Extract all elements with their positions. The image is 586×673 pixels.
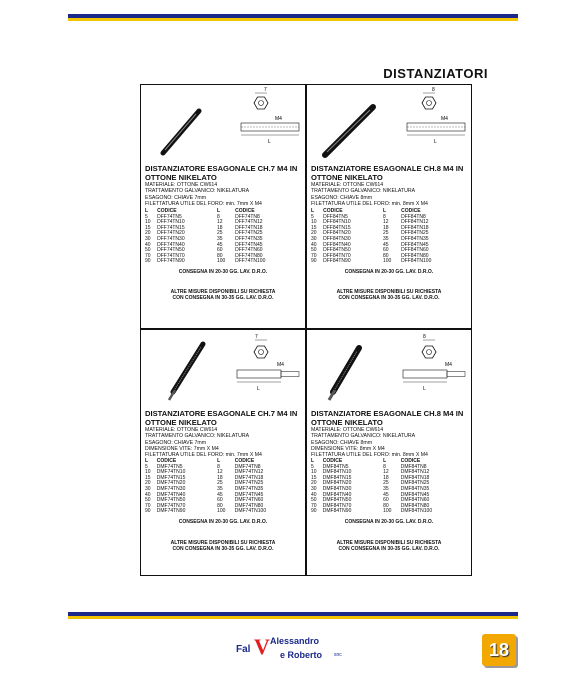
hex-end-view bbox=[422, 340, 436, 358]
cell-length: 35 bbox=[383, 485, 389, 492]
cell-code: DFF74TN8 bbox=[235, 213, 260, 220]
cell-length: 60 bbox=[216, 247, 223, 254]
other-sizes-line: ALTRE MISURE DISPONIBILI SU RICHIESTA bbox=[170, 540, 276, 546]
cell-length: 90 bbox=[311, 508, 317, 515]
product-card-ff-ch7 bbox=[141, 85, 305, 328]
delivery-note: CONSEGNA IN 20-30 GG. LAV. D.R.O. bbox=[178, 519, 268, 525]
spec-line: FILETTATURA UTILE DEL FORO: min. 7mm X M4 bbox=[145, 200, 262, 207]
product-specs bbox=[311, 427, 469, 458]
cell-length: 20 bbox=[145, 230, 151, 237]
cell-code: DFF84TN35 bbox=[401, 235, 429, 242]
footer-rule-yellow bbox=[68, 616, 518, 619]
spacer-male-female-drawing bbox=[307, 330, 471, 412]
dim-ch-label: 8 bbox=[432, 87, 435, 93]
product-card-mf-ch8 bbox=[307, 330, 471, 573]
product-specs bbox=[145, 427, 303, 458]
cell-code: DMF84TN18 bbox=[400, 474, 430, 481]
cell-length: 30 bbox=[311, 235, 317, 242]
cell-length: 35 bbox=[217, 485, 223, 492]
cell-length: 15 bbox=[311, 224, 317, 231]
cell-code: DFF74TN50 bbox=[157, 247, 185, 254]
spacer-female-female-drawing bbox=[141, 85, 305, 167]
spec-line: DIMENSIONE VITE: 8mm X M4 bbox=[311, 445, 385, 452]
cell-code: DFF84TN30 bbox=[323, 235, 351, 242]
cell-length: 15 bbox=[311, 474, 317, 481]
cell-length: 60 bbox=[217, 497, 223, 504]
other-sizes-line: ALTRE MISURE DISPONIBILI SU RICHIESTA bbox=[336, 289, 442, 295]
delivery-note: CONSEGNA IN 20-30 GG. LAV. D.R.O. bbox=[344, 519, 434, 525]
cell-code: DFF84TN20 bbox=[323, 230, 351, 237]
code-table bbox=[145, 459, 301, 515]
cell-length: 100 bbox=[382, 258, 392, 265]
cell-length: 15 bbox=[145, 224, 151, 231]
cell-length: 5 bbox=[145, 213, 148, 220]
cell-length: 12 bbox=[383, 469, 389, 476]
cell-code: DMF74TN18 bbox=[234, 474, 264, 481]
other-sizes-note bbox=[145, 540, 301, 552]
cell-length: 40 bbox=[145, 491, 151, 498]
spec-line: TRATTAMENTO GALVANICO: NIKELATURA bbox=[311, 188, 416, 195]
logo-fal-text: Fal bbox=[236, 644, 251, 655]
cell-length: 35 bbox=[216, 235, 223, 242]
cell-length: 40 bbox=[145, 241, 151, 248]
col-header: L bbox=[216, 208, 220, 214]
cell-code: DFF74TN100 bbox=[235, 258, 266, 265]
cell-code: DMF74TN80 bbox=[234, 502, 264, 509]
cell-length: 8 bbox=[382, 213, 386, 220]
cell-code: DFF84TN8 bbox=[401, 213, 426, 220]
cell-length: 60 bbox=[383, 497, 389, 504]
product-title: DISTANZIATORE ESAGONALE CH.7 M4 IN OTTONE NIKELATO bbox=[145, 164, 298, 182]
dim-ch-label: 8 bbox=[423, 334, 426, 340]
company-logo bbox=[236, 632, 356, 668]
cell-code: DFF84TN70 bbox=[323, 252, 351, 259]
product-specs bbox=[311, 182, 469, 207]
spacer-photo bbox=[329, 348, 359, 400]
product-grid bbox=[140, 84, 472, 576]
table-row bbox=[311, 509, 467, 515]
cell-length: 45 bbox=[382, 241, 389, 248]
cell-code: DMF74TN100 bbox=[234, 508, 267, 515]
side-view bbox=[403, 370, 465, 382]
cell-length: 100 bbox=[217, 508, 226, 515]
cell-length: 80 bbox=[216, 252, 223, 259]
dim-ch-label: 7 bbox=[264, 87, 267, 93]
col-header: L bbox=[382, 208, 386, 214]
cell-code: DFF84TN50 bbox=[323, 247, 351, 254]
table-row bbox=[145, 509, 301, 515]
cell-length: 70 bbox=[145, 252, 151, 259]
other-sizes-line: CON CONSEGNA IN 30-35 GG. LAV. D.R.O. bbox=[338, 295, 440, 301]
spec-line: TRATTAMENTO GALVANICO: NIKELATURA bbox=[145, 433, 250, 440]
cell-code: DFF84TN5 bbox=[323, 213, 348, 220]
cell-code: DMF84TN90 bbox=[322, 508, 352, 515]
product-title: DISTANZIATORE ESAGONALE CH.7 M4 IN OTTONE NIKELATO bbox=[145, 409, 298, 427]
cell-code: DMF84TN100 bbox=[400, 508, 433, 515]
cell-code: DFF74TN25 bbox=[235, 230, 263, 237]
spec-line: ESAGONO: CHIAVE 7mm bbox=[145, 439, 207, 446]
spec-line: MATERIALE: OTTONE CW614 bbox=[145, 427, 218, 433]
dim-length-label: L bbox=[423, 386, 426, 392]
cell-code: DMF74TN45 bbox=[234, 491, 264, 498]
hex-end-view bbox=[254, 340, 268, 358]
col-header: CODICE bbox=[157, 208, 177, 214]
cell-code: DMF74TN35 bbox=[234, 485, 264, 492]
hex-end-view bbox=[254, 93, 268, 109]
cell-code: DFF74TN30 bbox=[157, 235, 185, 242]
cell-length: 5 bbox=[145, 463, 148, 470]
spacer-photo bbox=[169, 344, 203, 400]
cell-code: DFF84TN18 bbox=[401, 224, 429, 231]
col-header: L bbox=[145, 458, 149, 464]
other-sizes-line: CON CONSEGNA IN 30-35 GG. LAV. D.R.O. bbox=[172, 546, 274, 552]
cell-length: 40 bbox=[311, 491, 317, 498]
logo-suffix-text: snc bbox=[334, 652, 342, 658]
cell-length: 90 bbox=[145, 258, 151, 265]
col-header: L bbox=[311, 458, 315, 464]
cell-length: 40 bbox=[311, 241, 317, 248]
cell-code: DMF74TN8 bbox=[234, 463, 261, 470]
page-title: DISTANZIATORI bbox=[383, 66, 488, 81]
cell-code: DMF84TN15 bbox=[322, 474, 352, 481]
other-sizes-note bbox=[145, 289, 301, 301]
cell-code: DFF84TN12 bbox=[401, 219, 429, 226]
code-table bbox=[311, 459, 467, 515]
cell-length: 15 bbox=[145, 474, 151, 481]
cell-length: 20 bbox=[145, 480, 151, 487]
spec-line: MATERIALE: OTTONE CW614 bbox=[145, 182, 218, 188]
cell-code: DMF74TN60 bbox=[234, 497, 264, 504]
other-sizes-line: ALTRE MISURE DISPONIBILI SU RICHIESTA bbox=[336, 540, 442, 546]
cell-length: 80 bbox=[217, 502, 223, 509]
cell-length: 30 bbox=[145, 235, 151, 242]
table-row bbox=[311, 259, 467, 265]
cell-code: DMF84TN80 bbox=[400, 502, 430, 509]
spec-line: ESAGONO: CHIAVE 8mm bbox=[311, 439, 373, 446]
cell-code: DMF84TN8 bbox=[400, 463, 427, 470]
dim-ch-label: 7 bbox=[255, 334, 258, 340]
page-number: 18 bbox=[488, 640, 510, 660]
col-header: L bbox=[383, 458, 387, 464]
side-view bbox=[241, 123, 299, 135]
cell-length: 45 bbox=[383, 491, 389, 498]
cell-length: 70 bbox=[311, 502, 317, 509]
col-header: L bbox=[311, 208, 315, 214]
cell-code: DFF74TN20 bbox=[157, 230, 185, 237]
delivery-note: CONSEGNA IN 20-30 GG. LAV. D.R.O. bbox=[178, 269, 268, 275]
cell-length: 50 bbox=[145, 497, 151, 504]
spacer-male-female-drawing bbox=[141, 330, 305, 412]
col-header: CODICE bbox=[401, 208, 421, 214]
cell-code: DMF84TN45 bbox=[400, 491, 430, 498]
page-number-badge bbox=[482, 634, 516, 666]
cell-code: DMF84TN70 bbox=[322, 502, 352, 509]
cell-code: DFF74TN60 bbox=[235, 247, 263, 254]
cell-code: DFF74TN90 bbox=[157, 258, 185, 265]
cell-length: 80 bbox=[383, 502, 389, 509]
cell-code: DMF84TN60 bbox=[400, 497, 430, 504]
spacer-photo bbox=[163, 111, 199, 153]
product-title: DISTANZIATORE ESAGONALE CH.8 M4 IN OTTONE NIKELATO bbox=[311, 164, 464, 182]
spec-line: MATERIALE: OTTONE CW614 bbox=[311, 182, 384, 188]
cell-code: DMF74TN12 bbox=[234, 469, 264, 476]
cell-length: 90 bbox=[311, 258, 317, 265]
table-row bbox=[145, 259, 301, 265]
cell-length: 70 bbox=[145, 502, 151, 509]
spec-line: ESAGONO: CHIAVE 8mm bbox=[311, 194, 373, 201]
cell-length: 25 bbox=[216, 230, 223, 237]
cell-code: DFF74TN45 bbox=[235, 241, 263, 248]
cell-code: DMF84TN25 bbox=[400, 480, 430, 487]
cell-length: 20 bbox=[311, 480, 317, 487]
cell-code: DMF74TN70 bbox=[156, 502, 186, 509]
col-header: CODICE bbox=[156, 458, 177, 464]
logo-name-text: Alessandro bbox=[270, 636, 320, 646]
dim-thread-label: M4 bbox=[445, 362, 452, 368]
cell-length: 30 bbox=[311, 485, 317, 492]
code-table bbox=[311, 209, 467, 265]
spec-line: TRATTAMENTO GALVANICO: NIKELATURA bbox=[311, 433, 416, 440]
col-header: CODICE bbox=[234, 458, 255, 464]
cell-length: 50 bbox=[311, 497, 317, 504]
cell-code: DFF74TN5 bbox=[157, 213, 182, 220]
header-rule-yellow bbox=[68, 18, 518, 21]
dim-thread-label: M4 bbox=[441, 116, 448, 122]
col-header: L bbox=[217, 458, 221, 464]
cell-length: 10 bbox=[311, 469, 317, 476]
cell-length: 10 bbox=[145, 219, 151, 226]
cell-code: DMF84TN40 bbox=[322, 491, 352, 498]
cell-length: 45 bbox=[217, 491, 223, 498]
cell-code: DFF84TN10 bbox=[323, 219, 351, 226]
cell-code: DMF74TN20 bbox=[156, 480, 186, 487]
cell-length: 35 bbox=[382, 235, 389, 242]
cell-length: 90 bbox=[145, 508, 151, 515]
cell-code: DFF84TN45 bbox=[401, 241, 429, 248]
cell-code: DFF74TN70 bbox=[157, 252, 185, 259]
cell-length: 8 bbox=[217, 463, 220, 470]
cell-length: 50 bbox=[311, 247, 317, 254]
cell-length: 25 bbox=[217, 480, 223, 487]
cell-code: DMF74TN10 bbox=[156, 469, 186, 476]
cell-code: DFF84TN25 bbox=[401, 230, 429, 237]
col-header: CODICE bbox=[322, 458, 343, 464]
cell-length: 25 bbox=[383, 480, 389, 487]
spec-line: DIMENSIONE VITE: 7mm X M4 bbox=[145, 445, 219, 452]
cell-code: DFF84TN90 bbox=[323, 258, 351, 265]
dim-length-label: L bbox=[268, 139, 271, 145]
cell-length: 20 bbox=[311, 230, 317, 237]
cell-code: DMF74TN40 bbox=[156, 491, 186, 498]
cell-code: DMF84TN50 bbox=[322, 497, 352, 504]
spacer-photo bbox=[325, 107, 373, 155]
spec-line: FILETTATURA UTILE DEL FORO: min. 7mm X M4 bbox=[145, 452, 262, 459]
product-card-ff-ch8 bbox=[307, 85, 471, 328]
cell-code: DMF84TN30 bbox=[322, 485, 352, 492]
cell-length: 100 bbox=[216, 258, 226, 265]
cell-code: DMF84TN35 bbox=[400, 485, 430, 492]
cell-code: DFF74TN12 bbox=[235, 219, 263, 226]
cell-length: 18 bbox=[382, 224, 389, 231]
cell-length: 100 bbox=[383, 508, 392, 515]
cell-length: 30 bbox=[145, 485, 151, 492]
product-title: DISTANZIATORE ESAGONALE CH.8 M4 IN OTTONE NIKELATO bbox=[311, 409, 464, 427]
cell-code: DMF84TN5 bbox=[322, 463, 349, 470]
cell-code: DMF84TN10 bbox=[322, 469, 352, 476]
other-sizes-note bbox=[311, 540, 467, 552]
side-view bbox=[237, 370, 299, 382]
col-header: L bbox=[145, 208, 149, 214]
cell-code: DFF84TN40 bbox=[323, 241, 351, 248]
cell-length: 50 bbox=[145, 247, 151, 254]
cell-code: DMF74TN25 bbox=[234, 480, 264, 487]
spec-line: TRATTAMENTO GALVANICO: NIKELATURA bbox=[145, 188, 250, 195]
cell-length: 18 bbox=[383, 474, 389, 481]
cell-code: DMF84TN12 bbox=[400, 469, 430, 476]
product-specs bbox=[145, 182, 303, 207]
cell-length: 18 bbox=[216, 224, 223, 231]
cell-code: DFF84TN60 bbox=[401, 247, 429, 254]
cell-code: DMF84TN20 bbox=[322, 480, 352, 487]
cell-length: 60 bbox=[382, 247, 389, 254]
cell-code: DMF74TN15 bbox=[156, 474, 186, 481]
cell-code: DMF74TN30 bbox=[156, 485, 186, 492]
cell-length: 12 bbox=[382, 219, 389, 226]
spacer-female-female-drawing bbox=[307, 85, 471, 167]
spec-line: FILETTATURA UTILE DEL FORO: min. 8mm X M4 bbox=[311, 452, 428, 459]
other-sizes-line: CON CONSEGNA IN 30-35 GG. LAV. D.R.O. bbox=[338, 546, 440, 552]
cell-length: 5 bbox=[311, 213, 314, 220]
cell-length: 10 bbox=[311, 219, 317, 226]
cell-code: DMF74TN90 bbox=[156, 508, 186, 515]
spec-line: ESAGONO: CHIAVE 7mm bbox=[145, 194, 207, 201]
hex-end-view bbox=[422, 93, 436, 109]
cell-length: 80 bbox=[382, 252, 389, 259]
cell-code: DFF84TN15 bbox=[323, 224, 351, 231]
cell-length: 25 bbox=[382, 230, 389, 237]
logo-v-mark: V bbox=[254, 634, 270, 659]
other-sizes-line: ALTRE MISURE DISPONIBILI SU RICHIESTA bbox=[170, 289, 276, 295]
col-header: CODICE bbox=[323, 208, 343, 214]
cell-code: DFF84TN80 bbox=[401, 252, 429, 259]
dim-length-label: L bbox=[257, 386, 260, 392]
cell-length: 8 bbox=[216, 213, 220, 220]
spec-line: FILETTATURA UTILE DEL FORO: min. 8mm X M4 bbox=[311, 200, 428, 207]
cell-code: DFF84TN100 bbox=[401, 258, 432, 265]
cell-code: DFF74TN15 bbox=[157, 224, 185, 231]
product-card-mf-ch7 bbox=[141, 330, 305, 573]
cell-code: DFF74TN40 bbox=[157, 241, 185, 248]
code-table bbox=[145, 209, 301, 265]
col-header: CODICE bbox=[235, 208, 255, 214]
cell-length: 18 bbox=[217, 474, 223, 481]
dim-length-label: L bbox=[434, 139, 437, 145]
dim-thread-label: M4 bbox=[277, 362, 284, 368]
other-sizes-line: CON CONSEGNA IN 30-35 GG. LAV. D.R.O. bbox=[172, 295, 274, 301]
cell-length: 45 bbox=[216, 241, 223, 248]
cell-length: 12 bbox=[217, 469, 223, 476]
cell-code: DFF74TN35 bbox=[235, 235, 263, 242]
cell-length: 10 bbox=[145, 469, 151, 476]
other-sizes-note bbox=[311, 289, 467, 301]
cell-code: DFF74TN10 bbox=[157, 219, 185, 226]
col-header: CODICE bbox=[400, 458, 421, 464]
spec-line: MATERIALE: OTTONE CW614 bbox=[311, 427, 384, 433]
cell-length: 12 bbox=[216, 219, 223, 226]
cell-code: DMF74TN50 bbox=[156, 497, 186, 504]
cell-length: 5 bbox=[311, 463, 314, 470]
cell-code: DFF74TN18 bbox=[235, 224, 263, 231]
dim-thread-label: M4 bbox=[275, 116, 282, 122]
side-view bbox=[407, 123, 465, 135]
logo-name2-text: e Roberto bbox=[280, 650, 323, 660]
cell-length: 8 bbox=[383, 463, 386, 470]
cell-code: DMF74TN5 bbox=[156, 463, 183, 470]
cell-length: 70 bbox=[311, 252, 317, 259]
cell-code: DFF74TN80 bbox=[235, 252, 263, 259]
delivery-note: CONSEGNA IN 20-30 GG. LAV. D.R.O. bbox=[344, 269, 434, 275]
